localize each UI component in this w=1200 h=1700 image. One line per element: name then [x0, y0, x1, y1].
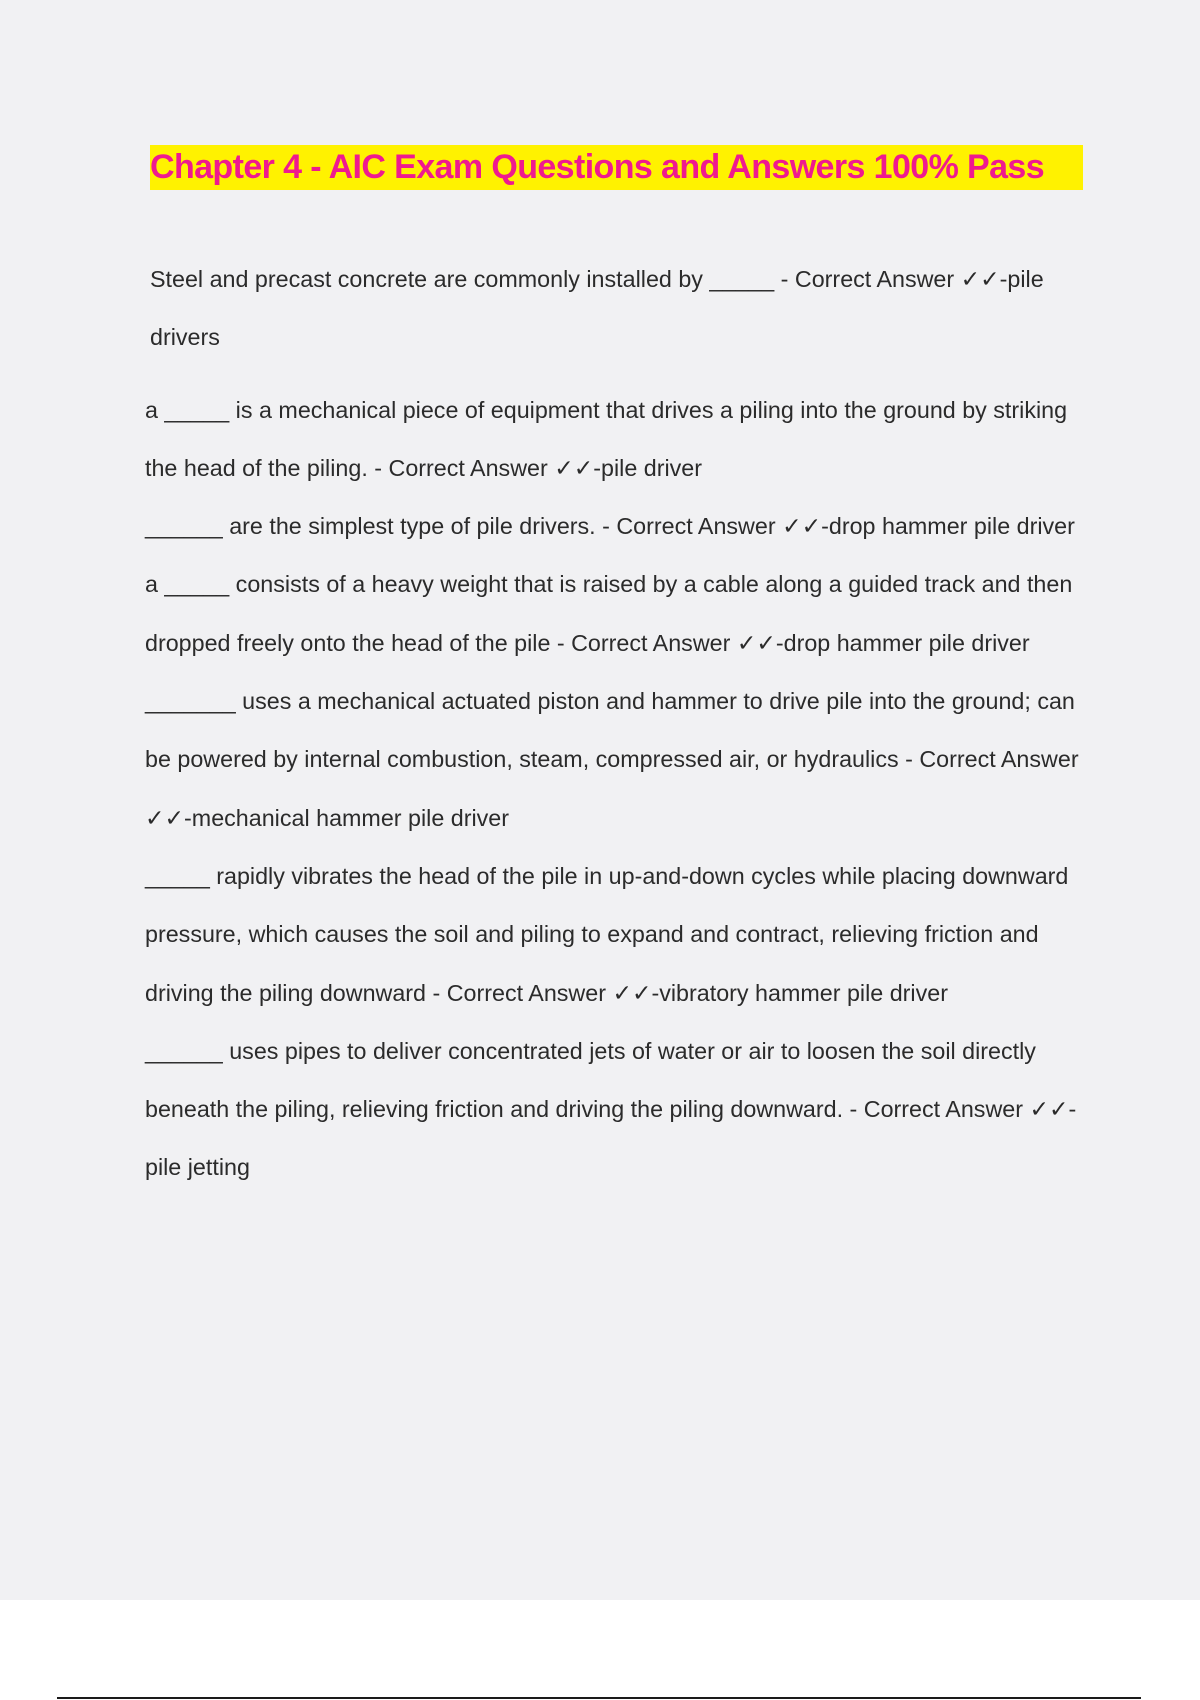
document-body — [145, 250, 1090, 1197]
qa-item-7: ______ uses pipes to deliver concentrated jets of water or air to loosen the soil directly beneath the piling, relieving friction and driving the piling downward. - Correct Answer ✓✓-pile jetting — [145, 1037, 1077, 1181]
qa-item-1: Steel and precast concrete are commonly installed by _____ - Correct Answer ✓✓-pile drivers — [150, 266, 1044, 351]
qa-item-2: a _____ is a mechanical piece of equipment that drives a piling into the ground by striking the head of the piling. - Correct Answer ✓✓-pile driver — [145, 396, 1068, 481]
qa-item-3: ______ are the simplest type of pile drivers. - Correct Answer ✓✓-drop hammer pile driver — [145, 513, 1075, 540]
qa-item-4: a _____ consists of a heavy weight that is raised by a cable along a guided track and then dropped freely onto the head of the pile - Correct Answer ✓✓-drop hammer pile driver — [145, 571, 1073, 656]
footer-rule — [57, 1697, 1141, 1699]
document-title: Chapter 4 - AIC Exam Questions and Answers 100% Pass — [150, 145, 1083, 190]
qa-item-5: _______ uses a mechanical actuated piston and hammer to drive pile into the ground; can be powered by internal combustion, steam, compressed air, or hydraulics - Correct Answer ✓✓-mechanical hammer pile driver — [145, 688, 1079, 831]
qa-item-6: _____ rapidly vibrates the head of the pile in up-and-down cycles while placing downward pressure, which causes the soil and piling to expand and contract, relieving friction and driving the piling downward - Correct Answer ✓✓-vibratory hammer pile driver — [145, 862, 1069, 1006]
